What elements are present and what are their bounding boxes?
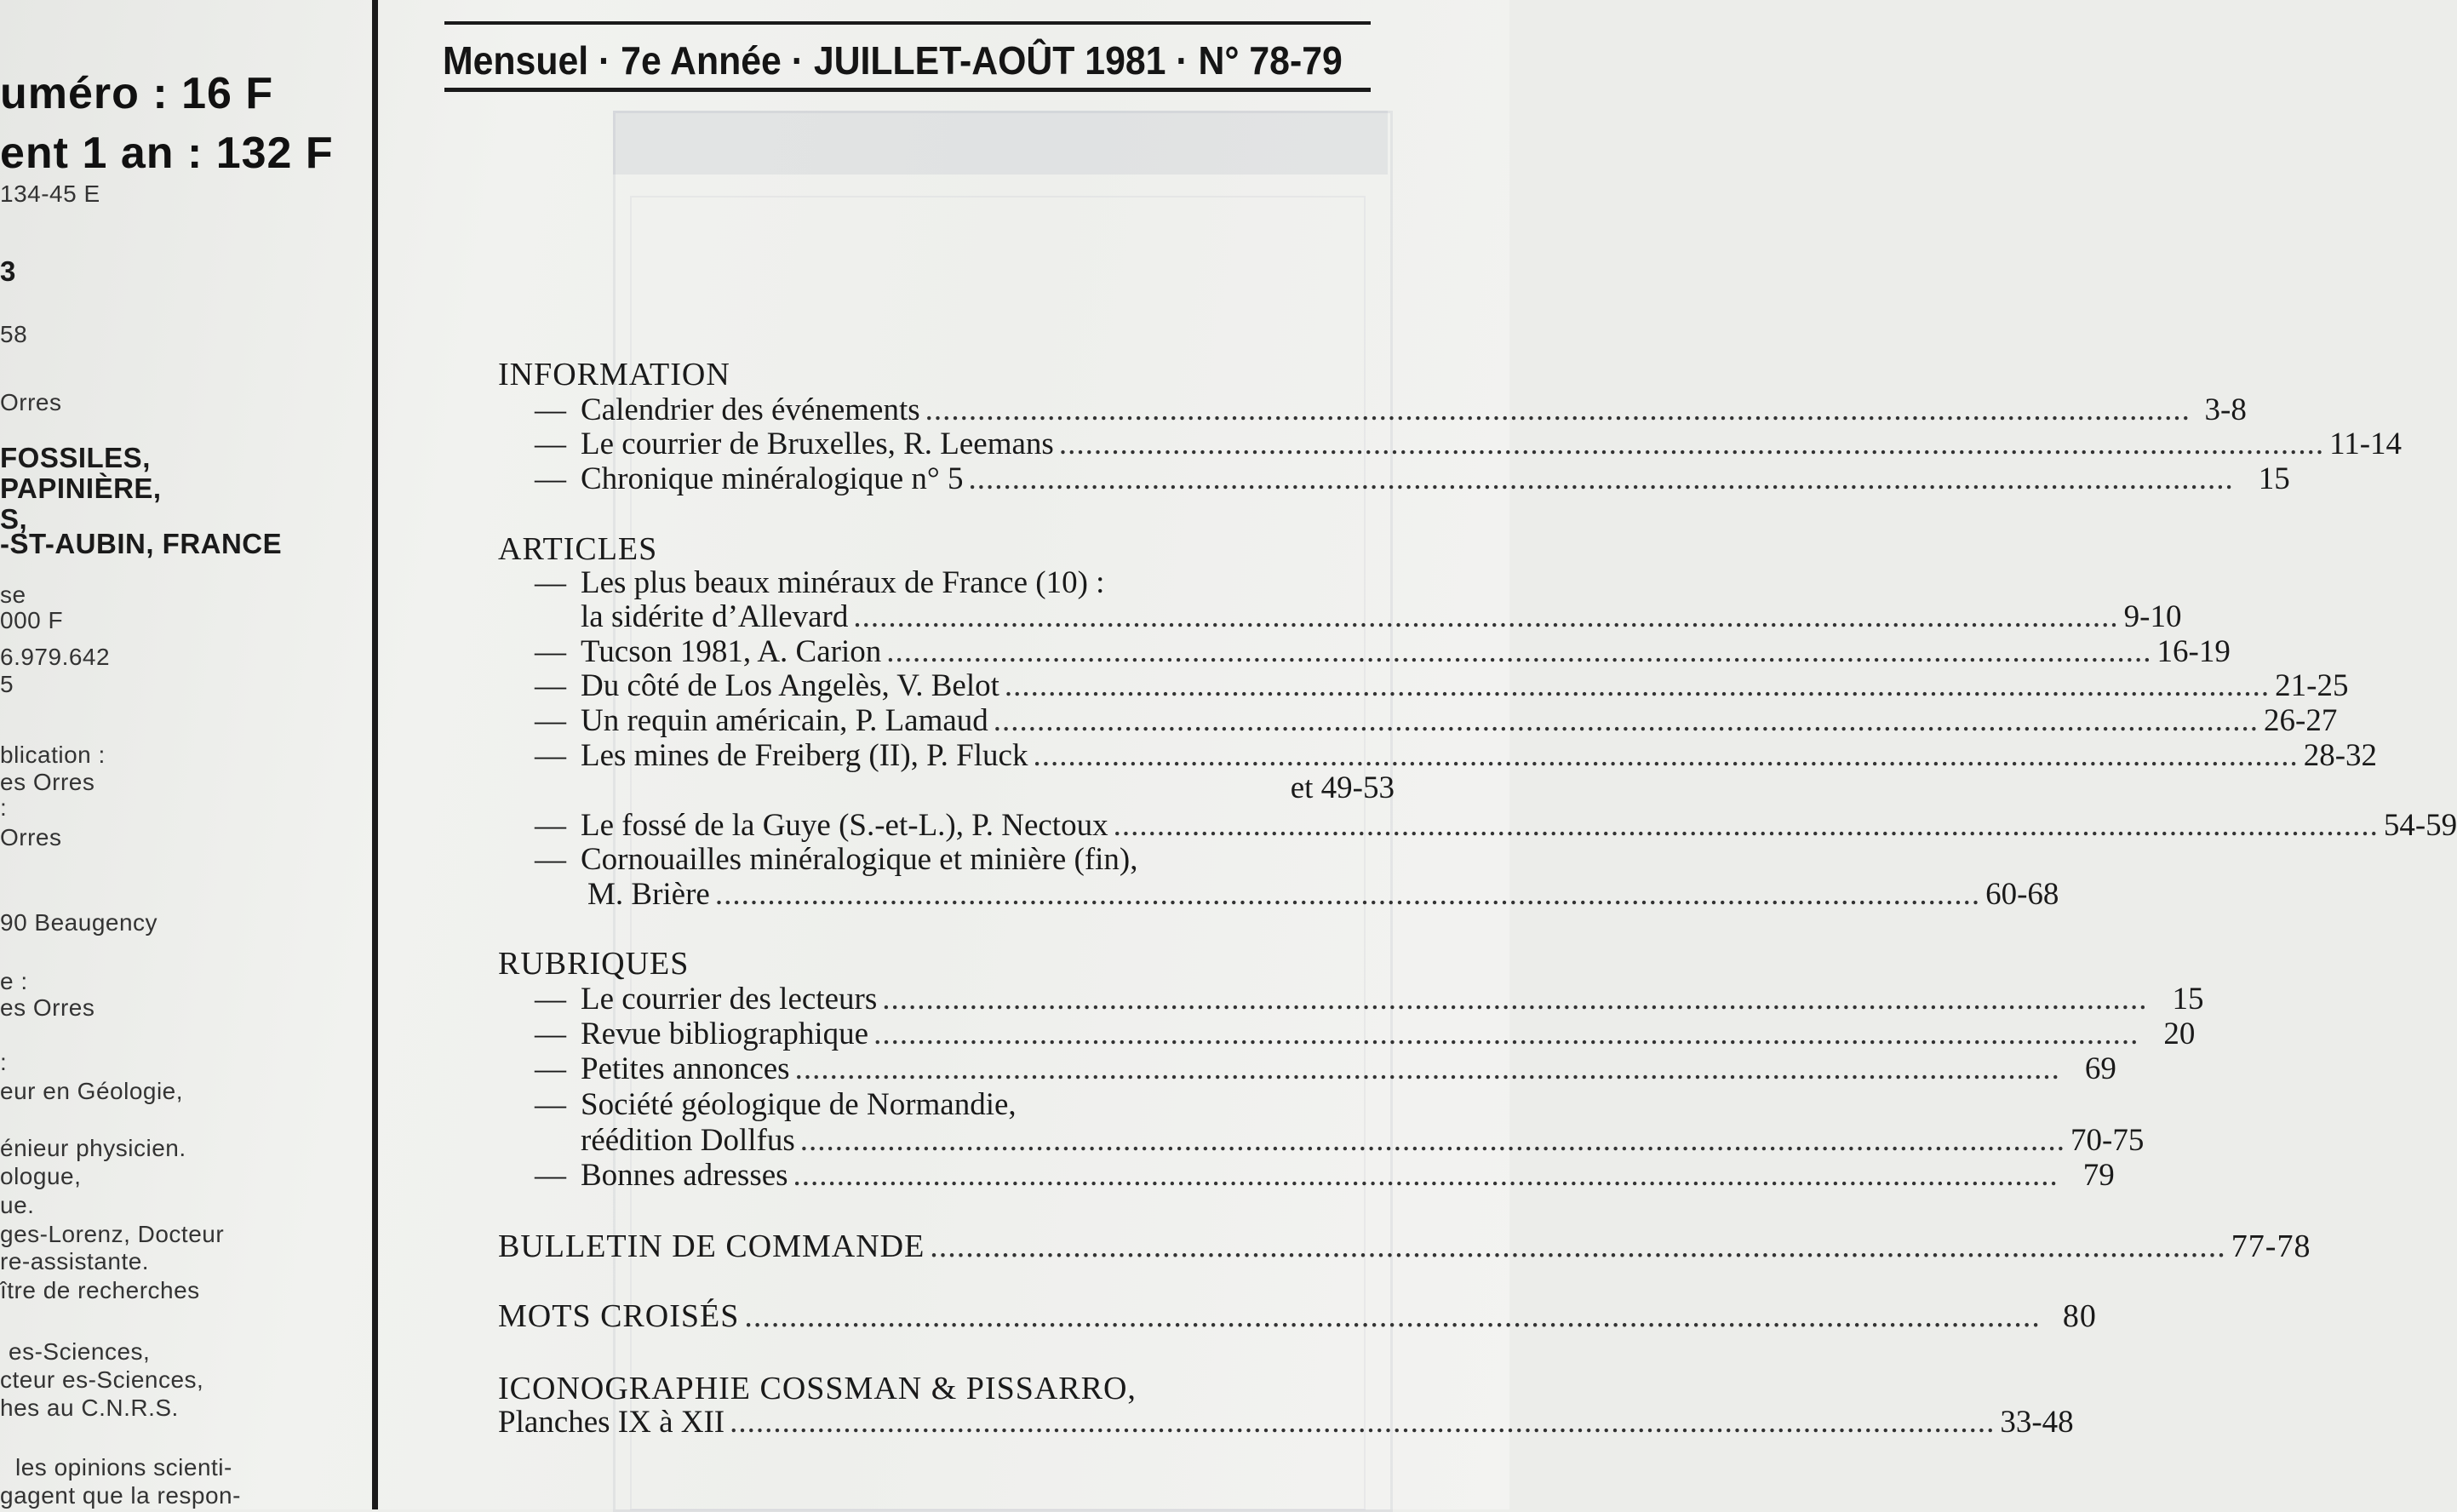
left-line: hes au C.N.R.S. bbox=[0, 1395, 179, 1421]
toc-entry-mots-croises bbox=[498, 1297, 2097, 1335]
entry-title-cont: M. Brière bbox=[587, 877, 710, 912]
entry-page: 11-14 bbox=[2329, 427, 2403, 461]
entry-page: 77-78 bbox=[2231, 1228, 2311, 1264]
entry-title: BULLETIN DE COMMANDE bbox=[498, 1228, 925, 1264]
dot-leader: ................................................................................................................................................. bbox=[1033, 738, 2299, 773]
left-line: cteur es-Sciences, bbox=[0, 1366, 204, 1393]
entry-title-cont: réédition Dollfus bbox=[581, 1123, 795, 1158]
entry-dash: — bbox=[535, 1158, 566, 1193]
entry-title: Tucson 1981, A. Carion bbox=[581, 634, 882, 669]
left-line: se bbox=[0, 581, 26, 608]
toc-entry-continuation bbox=[587, 876, 2059, 914]
toc-entry-continuation bbox=[498, 1404, 2074, 1441]
left-line: 134-45 E bbox=[0, 180, 100, 207]
column-divider-rule bbox=[372, 0, 378, 1509]
entry-page: 16-19 bbox=[2156, 634, 2231, 669]
toc-entry-bulletin bbox=[498, 1228, 2311, 1265]
toc-entry-continuation bbox=[581, 1122, 2145, 1160]
dot-leader: ................................................................................................................................................. bbox=[799, 1123, 2066, 1158]
price-subscription: ent 1 an : 132 F bbox=[0, 129, 334, 178]
entry-page: 26-27 bbox=[2264, 703, 2338, 738]
entry-page: 9-10 bbox=[2123, 599, 2182, 634]
left-line: es Orres bbox=[0, 994, 95, 1021]
entry-page: 20 bbox=[2163, 1017, 2196, 1051]
entry-page: 33-48 bbox=[2000, 1405, 2074, 1440]
left-line: 5 bbox=[0, 671, 14, 697]
dot-leader: ................................................................................................................................................. bbox=[925, 392, 2191, 427]
toc-entry bbox=[535, 1051, 2116, 1088]
dot-leader: ................................................................................................................................................. bbox=[1058, 427, 2325, 461]
entry-title: Un requin américain, P. Lamaud bbox=[581, 703, 988, 738]
left-line: : bbox=[0, 1049, 8, 1075]
entry-title-cont: la sidérite d’Allevard bbox=[581, 599, 849, 634]
entry-title: Le fossé de la Guye (S.-et-L.), P. Nectoux bbox=[581, 808, 1108, 843]
left-line: : bbox=[0, 794, 8, 821]
entry-page: 54-59 bbox=[2383, 808, 2457, 843]
left-line: 6.979.642 bbox=[0, 644, 111, 670]
entry-title: MOTS CROISÉS bbox=[498, 1298, 740, 1334]
left-column bbox=[0, 0, 372, 1509]
entry-dash: — bbox=[535, 668, 566, 703]
entry-title: Les mines de Freiberg (II), P. Fluck bbox=[581, 738, 1028, 773]
toc-entry bbox=[535, 1016, 2196, 1053]
dot-leader: ................................................................................................................................................. bbox=[794, 1051, 2060, 1086]
entry-page: 28-32 bbox=[2303, 738, 2378, 773]
dot-leader: ................................................................................................................................................. bbox=[744, 1298, 2041, 1334]
dot-leader: ................................................................................................................................................. bbox=[1113, 808, 2379, 843]
left-line: ître de recherches bbox=[0, 1277, 200, 1303]
entry-dash: — bbox=[535, 808, 566, 843]
entry-dash: — bbox=[535, 703, 566, 738]
entry-dash: — bbox=[535, 1017, 566, 1051]
entry-dash: — bbox=[535, 392, 566, 427]
left-line: ue. bbox=[0, 1192, 35, 1218]
section-heading-information: INFORMATION bbox=[498, 357, 730, 392]
toc-entry bbox=[535, 564, 1104, 601]
entry-title: Le courrier de Bruxelles, R. Leemans bbox=[581, 427, 1054, 461]
entry-dash: — bbox=[535, 427, 566, 461]
left-line: les opinions scienti- bbox=[15, 1454, 232, 1480]
left-line: 000 F bbox=[0, 607, 64, 633]
entry-page: 69 bbox=[2084, 1051, 2116, 1086]
entry-page: 60-68 bbox=[1985, 877, 2059, 912]
section-heading-rubriques: RUBRIQUES bbox=[498, 946, 690, 982]
entry-page: 3-8 bbox=[2204, 392, 2247, 427]
left-line: es-Sciences, bbox=[9, 1338, 151, 1365]
entry-title: Chronique minéralogique n° 5 bbox=[581, 461, 964, 496]
left-line: FOSSILES, bbox=[0, 442, 151, 473]
entry-page: 80 bbox=[2062, 1298, 2097, 1334]
dot-leader: ................................................................................................................................................. bbox=[930, 1228, 2226, 1264]
toc-entry bbox=[535, 981, 2204, 1018]
left-line: e : bbox=[0, 968, 28, 994]
entry-title: Bonnes adresses bbox=[581, 1158, 788, 1193]
entry-title: Le courrier des lecteurs bbox=[581, 982, 878, 1017]
entry-page: 15 bbox=[2258, 461, 2290, 496]
dot-leader: ................................................................................................................................................. bbox=[853, 599, 2119, 634]
left-line: Orres bbox=[0, 389, 62, 415]
toc-entry bbox=[535, 426, 2403, 463]
entry-page: 21-25 bbox=[2275, 668, 2349, 703]
entry-title: Cornouailles minéralogique et minière (fin), bbox=[581, 842, 1138, 877]
toc-entry bbox=[535, 841, 1138, 878]
left-line: es Orres bbox=[0, 769, 95, 795]
dot-leader: ................................................................................................................................................. bbox=[968, 461, 2234, 496]
entry-dash: — bbox=[535, 565, 566, 600]
entry-dash: — bbox=[535, 1051, 566, 1086]
issue-header: Mensuel · 7e Année · JUILLET-AOÛT 1981 · N° 78-79 bbox=[443, 38, 1343, 83]
show-through-band bbox=[613, 111, 1388, 175]
dot-leader: ................................................................................................................................................. bbox=[714, 877, 1981, 912]
dot-leader: ................................................................................................................................................. bbox=[882, 982, 2148, 1017]
header-bottom-rule bbox=[444, 88, 1371, 92]
entry-title: Du côté de Los Angelès, V. Belot bbox=[581, 668, 999, 703]
price-single-issue: uméro : 16 F bbox=[0, 69, 274, 118]
dot-leader: ................................................................................................................................................. bbox=[993, 703, 2259, 738]
dot-leader: ................................................................................................................................................. bbox=[730, 1405, 1996, 1440]
toc-entry bbox=[535, 667, 2349, 705]
toc-entry bbox=[535, 461, 2290, 498]
entry-title-cont: Planches IX à XII bbox=[498, 1405, 725, 1440]
dot-leader: ................................................................................................................................................. bbox=[793, 1158, 2059, 1193]
left-line: S, bbox=[0, 503, 28, 535]
toc-entry-continuation bbox=[581, 598, 2182, 636]
dot-leader: ................................................................................................................................................. bbox=[1004, 668, 2271, 703]
left-line: Orres bbox=[0, 824, 62, 850]
entry-extra-pages: et 49-53 bbox=[1290, 770, 1395, 805]
entry-title: Revue bibliographique bbox=[581, 1017, 869, 1051]
entry-dash: — bbox=[535, 634, 566, 669]
left-line: 90 Beaugency bbox=[0, 909, 158, 936]
left-line: PAPINIÈRE, bbox=[0, 472, 162, 504]
left-line: 3 bbox=[0, 255, 16, 287]
entry-title: Les plus beaux minéraux de France (10) : bbox=[581, 565, 1105, 600]
entry-page: 70-75 bbox=[2070, 1123, 2145, 1158]
entry-dash: — bbox=[535, 738, 566, 773]
entry-dash: — bbox=[535, 1087, 566, 1122]
left-line: ologue, bbox=[0, 1163, 82, 1189]
left-line: ges-Lorenz, Docteur bbox=[0, 1221, 225, 1247]
left-line: gagent que la respon- bbox=[0, 1482, 241, 1509]
entry-dash: — bbox=[535, 982, 566, 1017]
entry-dash: — bbox=[535, 461, 566, 496]
toc-entry bbox=[535, 633, 2231, 671]
entry-page: 79 bbox=[2082, 1158, 2115, 1193]
dot-leader: ................................................................................................................................................. bbox=[886, 634, 2152, 669]
entry-title: Société géologique de Normandie, bbox=[581, 1087, 1017, 1122]
left-line: 58 bbox=[0, 321, 28, 347]
toc-entry bbox=[535, 1086, 1017, 1123]
left-line: énieur physicien. bbox=[0, 1135, 186, 1161]
left-line: -ST-AUBIN, FRANCE bbox=[0, 528, 283, 559]
dot-leader: ................................................................................................................................................. bbox=[873, 1017, 2139, 1051]
entry-title: Calendrier des événements bbox=[581, 392, 920, 427]
toc-entry bbox=[535, 807, 2457, 845]
left-line: blication : bbox=[0, 742, 106, 768]
entry-title: Petites annonces bbox=[581, 1051, 790, 1086]
left-line: re-assistante. bbox=[0, 1248, 150, 1274]
entry-dash: — bbox=[535, 842, 566, 877]
entry-page: 15 bbox=[2172, 982, 2204, 1017]
toc-entry bbox=[535, 1157, 2115, 1194]
header-top-rule bbox=[444, 21, 1371, 25]
toc-entry-iconographie: ICONOGRAPHIE COSSMAN & PISSARRO, bbox=[498, 1371, 1137, 1406]
toc-entry bbox=[535, 702, 2338, 740]
toc-entry bbox=[535, 392, 2247, 429]
section-heading-articles: ARTICLES bbox=[498, 531, 658, 567]
left-line: eur en Géologie, bbox=[0, 1078, 184, 1104]
